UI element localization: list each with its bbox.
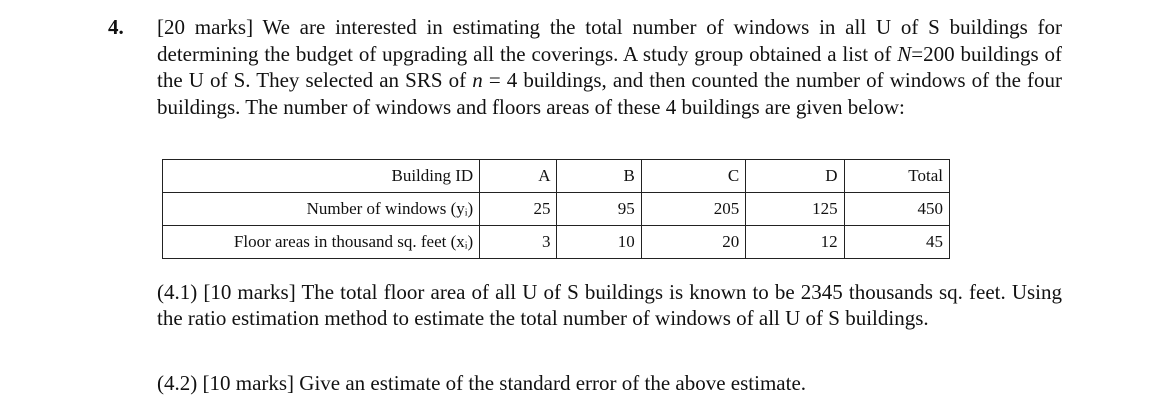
table-cell: 45 <box>844 226 949 259</box>
table-cell: 3 <box>480 226 557 259</box>
part-4-2: (4.2) [10 marks] Give an estimate of the standard error of the above estimate. <box>157 371 807 395</box>
table-cell: 125 <box>746 193 844 226</box>
header-cell: Building ID <box>163 160 480 193</box>
table-row <box>163 193 950 226</box>
table-cell: 10 <box>557 226 641 259</box>
intro-text-1: [20 marks] We are interested in estimating the total number of windows in all U of S buildings for determining the budget of upgrading all the coverings. A study group obtained a list of <box>157 15 1062 66</box>
table-cell: 12 <box>746 226 844 259</box>
table-cell: 20 <box>641 226 745 259</box>
table-header-row <box>163 160 950 193</box>
header-cell: B <box>557 160 641 193</box>
question-number: 4. <box>108 15 124 39</box>
header-cell: D <box>746 160 844 193</box>
sample-size-variable: n <box>472 68 483 92</box>
table-cell: 25 <box>480 193 557 226</box>
row-label: Floor areas in thousand sq. feet (xᵢ) <box>163 226 480 259</box>
table-cell: 205 <box>641 193 745 226</box>
intro-text-2: =200 buildings of the U of S. They selected an SRS of <box>157 41 1062 92</box>
question-intro <box>157 14 1062 120</box>
row-label: Number of windows (yᵢ) <box>163 193 480 226</box>
intro-text-3: = 4 buildings, and then counted the number of windows of the four buildings. The number of windows and floors areas of these 4 buildings are given below: <box>157 68 1062 119</box>
part-4-1: (4.1) [10 marks] The total floor area of all U of S buildings is known to be 2345 thousands sq. feet. Using the ratio estimation method to estimate the total number of windows of all U of S buildings. <box>157 280 1062 330</box>
table-cell: 95 <box>557 193 641 226</box>
table-row <box>163 226 950 259</box>
header-cell: A <box>480 160 557 193</box>
building-data-table <box>162 159 950 259</box>
table-cell: 450 <box>844 193 949 226</box>
header-cell: C <box>641 160 745 193</box>
population-size-variable: N <box>897 41 912 66</box>
header-cell: Total <box>844 160 949 193</box>
